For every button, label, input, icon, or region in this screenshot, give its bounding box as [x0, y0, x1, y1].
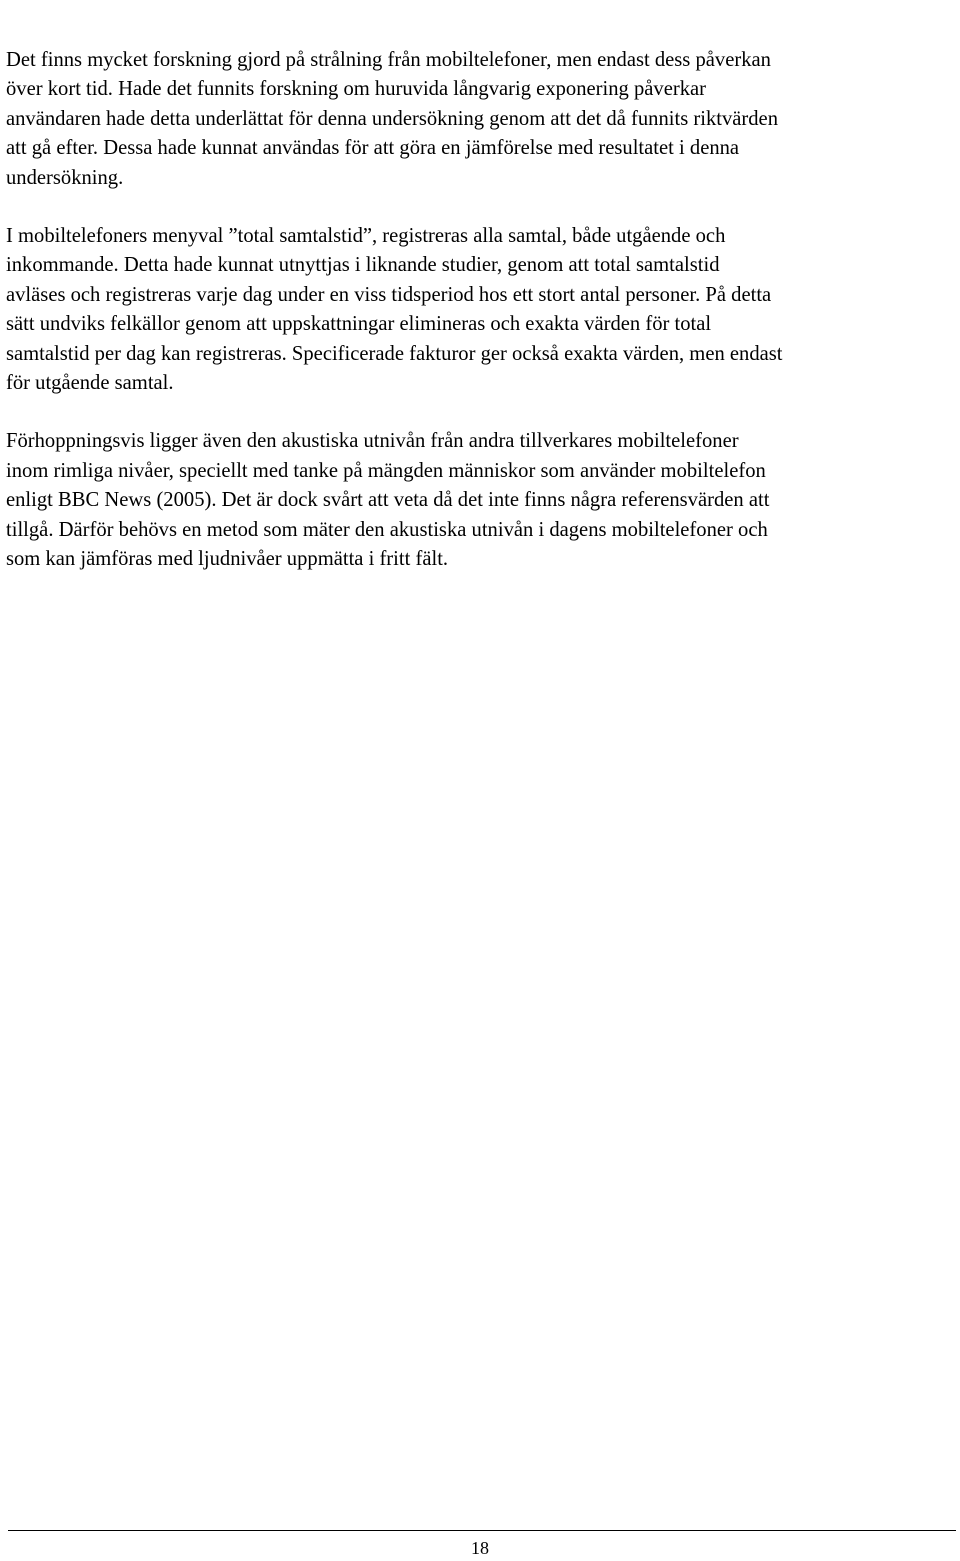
footer-divider	[8, 1530, 956, 1531]
page-number: 18	[471, 1538, 489, 1558]
document-body	[6, 46, 954, 604]
paragraph-call-time: I mobiltelefoners menyval ”total samtalstid”, registreras alla samtal, både utgående och inkommande. Detta hade kunnat utnyttjas i liknande studier, genom att total samtalstid avläses och registreras varje dag under en viss tidsperiod hos ett stort antal personer. På detta sätt undviks felkällor genom att uppskattningar elimineras och exakta värden för total samtalstid per dag kan registreras. Specificerade fakturor ger också exakta värden, men endast för utgående samtal.	[6, 225, 783, 395]
paragraph-acoustic-level: Förhoppningsvis ligger även den akustiska utnivån från andra tillverkares mobiltelefoner inom rimliga nivåer, speciellt med tanke på mängden människor som använder mobiltelefon enligt BBC News (2005). Det är dock svårt att veta då det inte finns några referensvärden att tillgå. Därför behövs en metod som mäter den akustiska utnivån i dagens mobiltelefoner och som kan jämföras med ljudnivåer uppmätta i fritt fält.	[6, 430, 770, 571]
paragraph-radiation-research: Det finns mycket forskning gjord på strålning från mobiltelefoner, men endast dess påverkan över kort tid. Hade det funnits forskning om huruvida långvarig exponering påverkar användaren hade detta underlättat för denna undersökning genom att det då funnits riktvärden att gå efter. Dessa hade kunnat användas för att göra en jämförelse med resultatet i denna undersökning.	[6, 49, 778, 189]
